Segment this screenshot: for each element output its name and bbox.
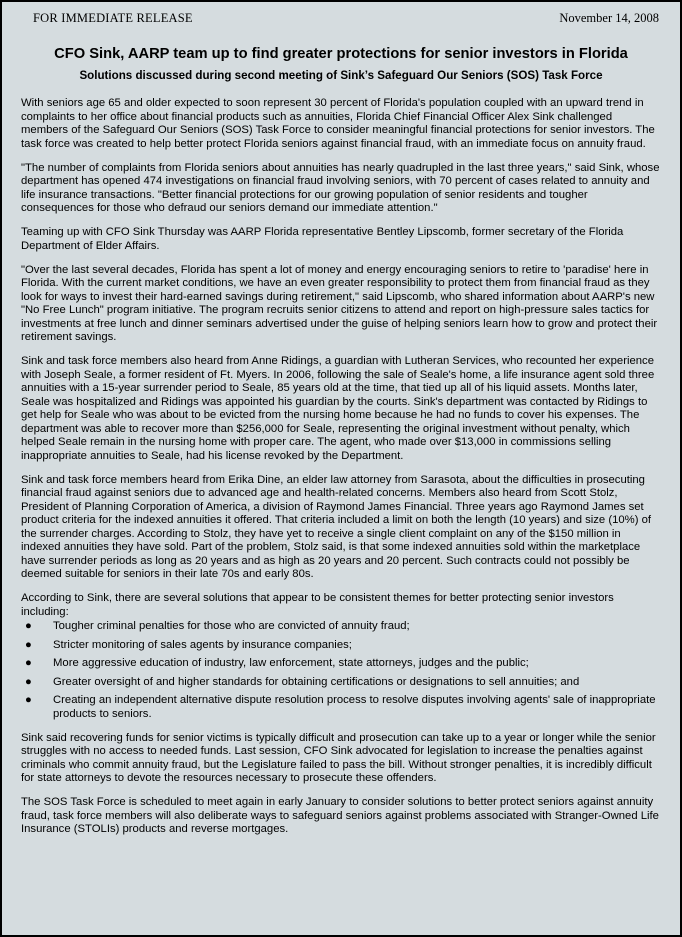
release-label: FOR IMMEDIATE RELEASE bbox=[33, 11, 193, 25]
bullet-icon: ● bbox=[25, 638, 32, 651]
list-item-label: Stricter monitoring of sales agents by insurance companies; bbox=[53, 638, 352, 651]
body-paragraph: "Over the last several decades, Florida has spent a lot of money and energy encouraging seniors to retire to 'paradise' here in Florida. With the current market conditions, we have an even greater responsibility to protect them from financial fraud as they look for ways to invest their hard-earned savings during retirement," said Lipscomb, who shared information about AARP's new "No Free Lunch" program initiative. The program recruits senior citizens to attend and report on high-pressure sales tactics for investments at free lunch and dinner seminars advertised under the guise of helping seniors learn how to grow and protect their retirement savings. bbox=[21, 263, 658, 343]
bullet-list-intro: According to Sink, there are several solutions that appear to be consistent themes for better protecting senior investors including: bbox=[21, 592, 614, 618]
body-paragraph: Sink said recovering funds for senior victims is typically difficult and prosecution can take up to a year or longer while the senior struggles with no access to needed funds. Last session, CFO Sink advocated for legislation to increase the penalties against criminals who commit annuity fraud, but the Legislature failed to pass the bill. Without stronger penalties, it is incredibly difficult for state attorneys to devote the resources necessary to prosecute these offenders. bbox=[21, 731, 656, 784]
release-date: November 14, 2008 bbox=[559, 11, 659, 25]
list-item-label: Greater oversight of and higher standards for obtaining certifications or designations to sell annuities; and bbox=[53, 675, 580, 688]
list-item bbox=[21, 676, 662, 690]
bullet-icon: ● bbox=[25, 675, 32, 688]
bullet-icon: ● bbox=[25, 620, 32, 632]
body-paragraph: Sink and task force members heard from Erika Dine, an elder law attorney from Sarasota, about the difficulties in prosecuting financial fraud against seniors due to advanced age and health-related concerns. Members also heard from Scott Stolz, President of Planning Corporation of America, a division of Raymond James Financial. Three years ago Raymond James set product criteria for the indexed annuities it offered. That criteria included a limit on both the length (10 years) and size (10%) of the surrender charges. According to Stolz, they have yet to receive a single client complaint on any of the $150 million in indexed annuities they have sold. Part of the problem, Stolz said, is that some indexed annuities sold within the marketplace have surrender periods as long as 20 years and as high as 20 years and 20 percent. Such contracts could not possibly be deemed suitable for seniors in their late 70s and early 80s. bbox=[21, 473, 652, 580]
list-item bbox=[21, 657, 662, 671]
document-body bbox=[19, 97, 663, 837]
list-item bbox=[21, 639, 662, 653]
body-paragraph: Teaming up with CFO Sink Thursday was AARP Florida representative Bentley Lipscomb, former secretary of the Florida Department of Elder Affairs. bbox=[21, 226, 624, 252]
list-item bbox=[21, 694, 662, 721]
page-title: CFO Sink, AARP team up to find greater protections for senior investors in Florida bbox=[54, 46, 628, 62]
bullet-icon: ● bbox=[25, 694, 32, 706]
document-content-area bbox=[2, 2, 680, 935]
body-paragraph: "The number of complaints from Florida seniors about annuities has nearly quadrupled in the last three years," said Sink, whose department has opened 474 investigations on financial fraud involving seniors, with 70 percent of cases related to annuity and life insurance transactions. "Better financial protections for our growing population of senior residents and tougher consequences for those who defraud our seniors demand our immediate attention." bbox=[21, 161, 660, 214]
list-item bbox=[21, 620, 662, 634]
body-paragraph: With seniors age 65 and older expected to soon represent 30 percent of Florida's population coupled with an upward trend in complaints to her office about financial products such as annuities, Florida Chief Financial Officer Alex Sink challenged members of the Safeguard Our Seniors (SOS) Task Force to consider meaningful financial protections for senior investors. The task force was created to help better protect Florida seniors against financial fraud, with an immediate focus on annuity fraud. bbox=[21, 97, 655, 150]
body-paragraph: The SOS Task Force is scheduled to meet again in early January to consider solutions to better protect seniors against annuity fraud, task force members will also deliberate ways to safeguard seniors against problems associated with Stranger-Owned Life Insurance (STOLIs) products and reverse mortgages. bbox=[21, 796, 659, 835]
solutions-bullet-list bbox=[21, 620, 662, 721]
list-item-label: Creating an independent alternative dispute resolution process to resolve disputes involving agents' sale of inappropriate products to seniors. bbox=[53, 694, 656, 720]
list-item-label: Tougher criminal penalties for those who are convicted of annuity fraud; bbox=[53, 620, 410, 632]
list-item-label: More aggressive education of industry, law enforcement, state attorneys, judges and the public; bbox=[53, 657, 529, 669]
body-paragraph: Sink and task force members also heard from Anne Ridings, a guardian with Lutheran Services, who recounted her experience with Joseph Seale, a former resident of Ft. Myers. In 2006, following the sale of Seale's home, a life insurance agent sold three annuities with a 15-year surrender period to Seale, 85 years old at the time, that tied up all of his liquid assets. Months later, Seale was hospitalized and Ridings was appointed his guardian by the courts. Sink's department was contacted by Ridings to get help for Seale who was about to be evicted from the nursing home because he had no funds to cover his expenses. The department was able to recover more than $256,000 for Seale, representing the original investment without penalty, which helped Seale remain in the nursing home with proper care. The agent, who made over $13,000 in commissions selling inappropriate annuities to Seale, had his license revoked by the Department. bbox=[21, 355, 655, 462]
document-header bbox=[19, 11, 663, 26]
bullet-icon: ● bbox=[25, 657, 32, 669]
page-subtitle: Solutions discussed during second meeting of Sink’s Safeguard Our Seniors (SOS) Task Force bbox=[79, 69, 603, 82]
